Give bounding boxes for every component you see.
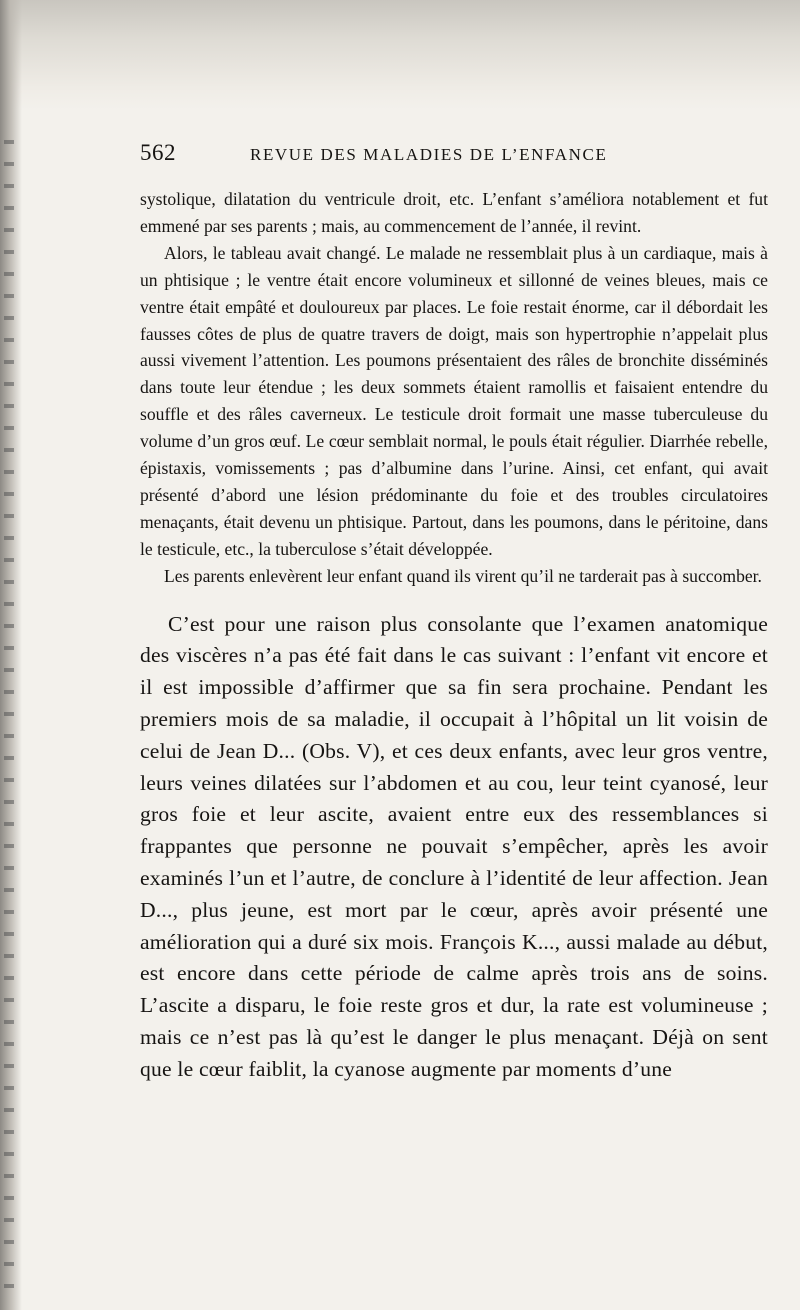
paragraph-parents: Les parents enlevèrent leur enfant quand ils virent qu’il ne tarderait pas à succomber. [164,565,762,586]
paragraph-tableau: Alors, le tableau avait changé. Le malade ne ressemblait plus à un cardiaque, mais à un phtisique ; le ventre était encore volumineux et sillonné de veines bleues, mais ce ventre était empâté et douloureux par places. Le foie restait énorme, car il débordait les fausses côtes de plus de quatre travers de doigt, mais son hypertrophie n’appelait plus aussi vivement l’attention. Les poumons présentaient des râles de bronchite disséminés dans toute leur étendue ; les deux sommets étaient ramollis et faisaient entendre du souffle et des râles caverneux. Le testicule droit formait une masse tuberculeuse du volume d’un gros œuf. Le cœur semblait normal, le pouls était régulier. Diarrhée rebelle, épistaxis, vomissements ; pas d’albumine dans l’urine. Ainsi, cet enfant, qui avait présenté d’abord une lésion prédominante du foie et des troubles circulatoires menaçants, était devenu un phtisique. Partout, dans les poumons, dans le péritoine, dans le testicule, etc., la tuberculose s’était développée. [140,242,768,559]
binding-stitches [4,140,14,1300]
paragraph-cas-suivant: C’est pour une raison plus consolante que l’examen anatomique des viscères n’a pas été fait dans le cas suivant : l’enfant vit encore et il est impossible d’affirmer que sa fin sera prochaine. Pendant les premiers mois de sa maladie, il occupait à l’hôpital un lit voisin de celui de Jean D... (Obs. V), et ces deux enfants, avec leur gros ventre, leurs veines dilatées sur l’abdomen et au cou, leur teint cyanosé, leur gros foie et leur ascite, avaient entre eux des ressemblances si frappantes que personne ne pouvait s’empêcher, après les avoir examinés l’un et l’autre, de conclure à l’identité de leur affection. Jean D..., plus jeune, est mort par le cœur, après avoir présenté une amélioration qui a duré six mois. François K..., aussi malade au début, est encore dans cette période de calme après trois ans de soins. L’ascite a disparu, le foie reste gros et dur, la rate est volumineuse ; mais ce n’est pas là qu’est le danger le plus menaçant. Déjà on sent que le cœur faiblit, la cyanose augmente par moments d’une [140,611,768,1081]
main-text [140,609,768,1086]
page-header [140,140,660,166]
observation-text [140,186,768,590]
running-title: REVUE DES MALADIES DE L’ENFANCE [250,145,608,164]
scan-top-shadow [0,0,800,110]
paragraph-continuation: systolique, dilatation du ventricule droit, etc. L’enfant s’améliora notablement et fut emmené par ses parents ; mais, au commencement de l’année, il revint. [140,189,768,236]
page-body [140,186,768,1086]
page-number: 562 [140,140,176,165]
